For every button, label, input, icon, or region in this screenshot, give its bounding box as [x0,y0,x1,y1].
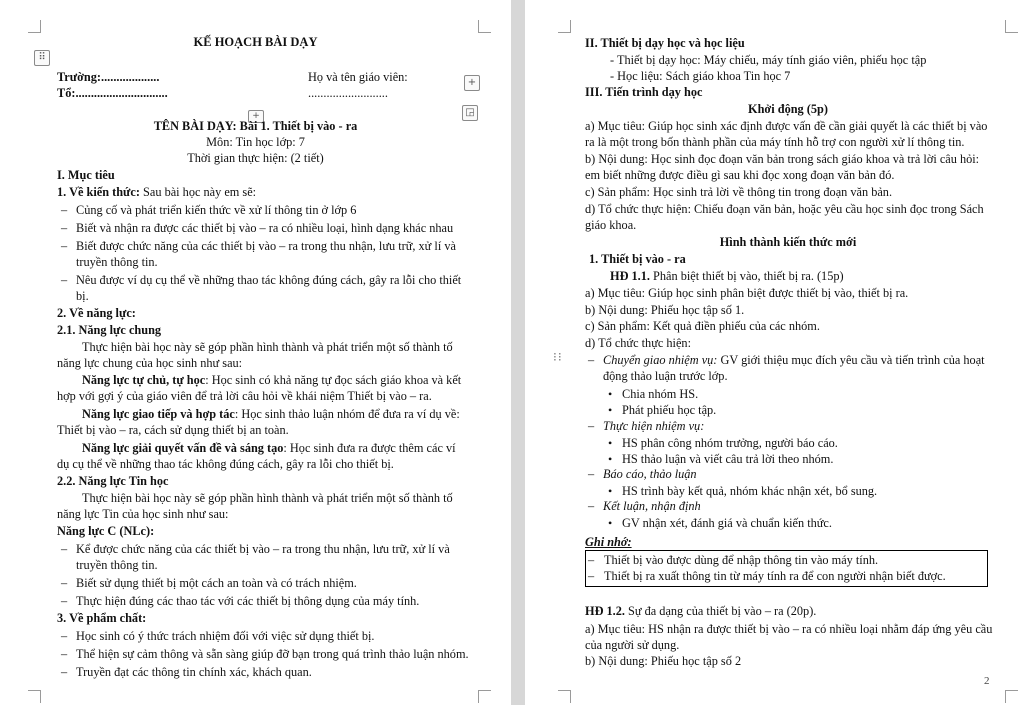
section-heading: I. Mục tiêu [57,168,115,182]
activity-label: HĐ 1.2. [585,604,625,618]
bullet: • [608,516,613,530]
note-label: Ghi nhớ: [585,535,632,549]
crop-mark [1005,690,1018,703]
paragraph-line: c) Sản phẩm: Học sinh trả lời về thông tin trong đoạn văn bản. [585,185,893,199]
equipment-heading: II. Thiết bị dạy học và học liệu [585,36,745,50]
paragraph-line: Thiết bị vào – ra, cách sử dụng thiết bị an toàn. [57,423,289,437]
list-dash: – [588,467,595,481]
teacher-label: Họ và tên giáo viên: [308,70,408,84]
table-move-handle-icon[interactable]: ⠿ [34,50,50,66]
list-item-cont: bị. [76,289,89,303]
table-resize-handle-icon[interactable]: ◲ [462,105,478,121]
competency-label: Năng lực tự chủ, tự học [82,373,206,387]
list-dash: – [61,665,68,679]
general-competency-heading: 2.1. Năng lực chung [57,323,162,337]
activity-title: Sự đa dạng của thiết bị vào – ra (20p). [624,604,817,618]
nlc-heading: Năng lực C (NLc): [57,524,155,538]
list-item: Kể được chức năng của các thiết bị vào – ra trong thu nhận, lưu trữ, xử lí và [76,542,450,556]
list-dash: – [61,239,68,253]
school-label: Trường:................... [57,70,160,84]
bullet: • [608,436,613,450]
knowledge-label: 1. Về kiến thức: [57,185,140,199]
list-item: Nêu được ví dụ cụ thể về những thao tác không đúng cách, gây ra lỗi cho thiết [76,273,462,287]
document-title: KẾ HOẠCH BÀI DẠY [193,35,318,49]
paragraph-line: b) Nội dung: Phiếu học tập số 1. [585,303,745,317]
paragraph-line: a) Mục tiêu: HS nhận ra được thiết bị vào – ra có nhiều loại nhằm đáp ứng yêu cầu [585,622,993,636]
note-line: Thiết bị ra xuất thông tin từ máy tính ra để con người nhận biết được. [604,569,946,583]
crop-mark [1005,20,1018,33]
list-item: Học sinh có ý thức trách nhiệm đối với việc sử dụng thiết bị. [76,629,375,643]
paragraph-line: d) Tổ chức thực hiện: [585,336,691,350]
paragraph-line: Thực hiện bài học này sẽ góp phần hình thành và phát triển một số thành tố [82,491,453,505]
duration-line: Thời gian thực hiện: (2 tiết) [187,151,324,165]
list-dash: – [61,594,68,608]
list-dash: – [61,647,68,661]
document-page-2 [525,0,1036,705]
list-item: Biết sử dụng thiết bị một cách an toàn và có trách nhiệm. [76,576,357,590]
paragraph-line: d) Tổ chức thực hiện: Chiếu đoạn văn bản, hoặc yêu cầu học sinh đọc trong Sách [585,202,984,216]
note-line: Thiết bị vào được dùng để nhập thông tin vào máy tính. [604,553,879,567]
bullet: • [608,403,613,417]
lesson-title-name: Bài 1. Thiết bị vào - ra [236,119,358,133]
list-item-cont: truyền thông tin. [76,255,158,269]
crop-mark [478,690,491,703]
paragraph-line: của người sử dụng. [585,638,680,652]
task-assign-text: GV giới thiệu mục đích yêu cầu và tiến trình của hoạt [717,353,985,367]
equipment-line: - Thiết bị dạy học: Máy chiếu, máy tính giáo viên, phiếu học tập [610,53,927,67]
crop-mark [558,20,571,33]
crop-mark [478,20,491,33]
list-dash: – [588,553,595,567]
process-heading: III. Tiến trình dạy học [585,85,703,99]
teacher-name-blank: .......................... [308,86,388,100]
activity-heading [610,268,844,284]
bullet-item: Phát phiếu học tập. [622,403,717,417]
knowledge-heading [57,184,256,200]
bullet-item: Chia nhóm HS. [622,387,699,401]
knowledge-intro: Sau bài học này em sẽ: [139,185,257,199]
subject-line: Môn: Tin học lớp: 7 [206,135,305,149]
bullet: • [608,484,613,498]
list-item-cont: động thảo luận trước lớp. [603,369,728,383]
activity-label: HĐ 1.1. [610,269,650,283]
list-item-cont: truyền thông tin. [76,558,158,572]
paragraph-drag-handle-icon[interactable]: ⁝⁝ [553,350,563,364]
quality-heading: 3. Về phẩm chất: [57,611,147,625]
activity-title: Phân biệt thiết bị vào, thiết bị ra. (15p) [649,269,844,283]
equipment-line: - Học liệu: Sách giáo khoa Tin học 7 [610,69,791,83]
subsection-heading: 1. Thiết bị vào - ra [589,252,686,266]
list-dash: – [61,629,68,643]
paragraph-line: dụ cụ thể về những thao tác không đúng cách, gây ra lỗi cho thiết bị. [57,457,394,471]
bullet: • [608,452,613,466]
bullet: • [608,387,613,401]
task-assign-label: Chuyển giao nhiệm vụ: [603,353,718,367]
activity-heading [585,603,816,619]
list-item: Biết và nhận ra được các thiết bị vào – ra có nhiều loại, hình dạng khác nhau [76,221,454,235]
new-knowledge-heading: Hình thành kiến thức mới [719,235,857,249]
list-dash: – [61,221,68,235]
task-assign-line [603,352,985,368]
paragraph-line: Thực hiện bài học này sẽ góp phần hình thành và phát triển một số thành tố [82,340,453,354]
list-item: Củng cố và phát triển kiến thức về xử lí thông tin ở lớp 6 [76,203,357,217]
task-do-label: Thực hiện nhiệm vụ: [603,419,705,433]
list-dash: – [61,203,68,217]
lesson-title-prefix: TÊN BÀI DẠY: [153,119,237,133]
conclusion-label: Kết luận, nhận định [603,499,701,513]
bullet-item: HS trình bày kết quả, nhóm khác nhận xét, bổ sung. [622,484,878,498]
paragraph-line: Năng lực tự chủ, tự học: Học sinh có khả năng tự đọc sách giáo khoa và kết [82,373,462,387]
warmup-heading: Khởi động (5p) [748,102,828,116]
page-number: 2 [984,675,990,687]
list-item: Thực hiện đúng các thao tác với các thiết bị thông dụng của máy tính. [76,594,420,608]
add-column-icon[interactable]: + [464,75,480,91]
paragraph-line: năng lực chung của học sinh như sau: [57,356,243,370]
paragraph-line: Năng lực giải quyết vấn đề và sáng tạo: Học sinh đưa ra được thêm các ví [82,441,456,455]
bullet-item: GV nhận xét, đánh giá và chuẩn kiến thức. [622,516,832,530]
paragraph-line: b) Nội dung: Phiếu học tập số 2 [585,654,742,668]
lesson-title [0,118,511,134]
paragraph-line: ra là một trong bốn thành phần của máy tính hỗ trợ con người xử lí thông tin. [585,135,965,149]
competency-label: Năng lực giải quyết vấn đề và sáng tạo [82,441,284,455]
list-item: Thể hiện sự cảm thông và sẵn sàng giúp đỡ bạn trong quá trình thảo luận nhóm. [76,647,469,661]
bullet-item: HS thảo luận và viết câu trả lời theo nhóm. [622,452,834,466]
list-dash: – [61,576,68,590]
bullet-item: HS phân công nhóm trưởng, người báo cáo. [622,436,838,450]
add-row-icon[interactable]: + [248,110,264,123]
list-dash: – [588,499,595,513]
it-competency-heading: 2.2. Năng lực Tin học [57,474,169,488]
paragraph-line: hợp với gợi ý của giáo viên để trả lời câu hỏi về khái niệm Thiết bị vào – ra. [57,389,432,403]
document-page-1 [0,0,511,705]
group-label: Tổ:.............................. [57,86,168,100]
list-dash: – [61,542,68,556]
paragraph-line: a) Mục tiêu: Giúp học sinh phân biệt được thiết bị vào, thiết bị ra. [585,286,909,300]
list-item: Truyền đạt các thông tin chính xác, khách quan. [76,665,312,679]
crop-mark [28,20,41,33]
paragraph-line: em biết những được điều gì sau khi đọc xong đoạn văn bản đó. [585,168,895,182]
paragraph-line: năng lực Tin của học sinh như sau: [57,507,229,521]
crop-mark [558,690,571,703]
competency-label: Năng lực giao tiếp và hợp tác [82,407,235,421]
list-dash: – [588,419,595,433]
page-gutter [511,0,525,705]
competency-heading: 2. Về năng lực: [57,306,136,320]
paragraph-line: b) Nội dung: Học sinh đọc đoạn văn bản trong sách giáo khoa và trả lời câu hỏi: [585,152,980,166]
list-dash: – [588,569,595,583]
paragraph-line: Năng lực giao tiếp và hợp tác: Học sinh thảo luận nhóm để đưa ra ví dụ về: [82,407,460,421]
paragraph-line: c) Sản phẩm: Kết quả điền phiếu của các nhóm. [585,319,820,333]
list-item: Biết được chức năng của các thiết bị vào – ra trong thu nhận, lưu trữ, xử lí và [76,239,456,253]
report-label: Báo cáo, thảo luận [603,467,697,481]
crop-mark [28,690,41,703]
list-dash: – [588,353,595,367]
paragraph-line: a) Mục tiêu: Giúp học sinh xác định được vấn đề cần giải quyết là các thiết bị vào [585,119,988,133]
paragraph-line: giáo khoa. [585,218,637,232]
list-dash: – [61,273,68,287]
